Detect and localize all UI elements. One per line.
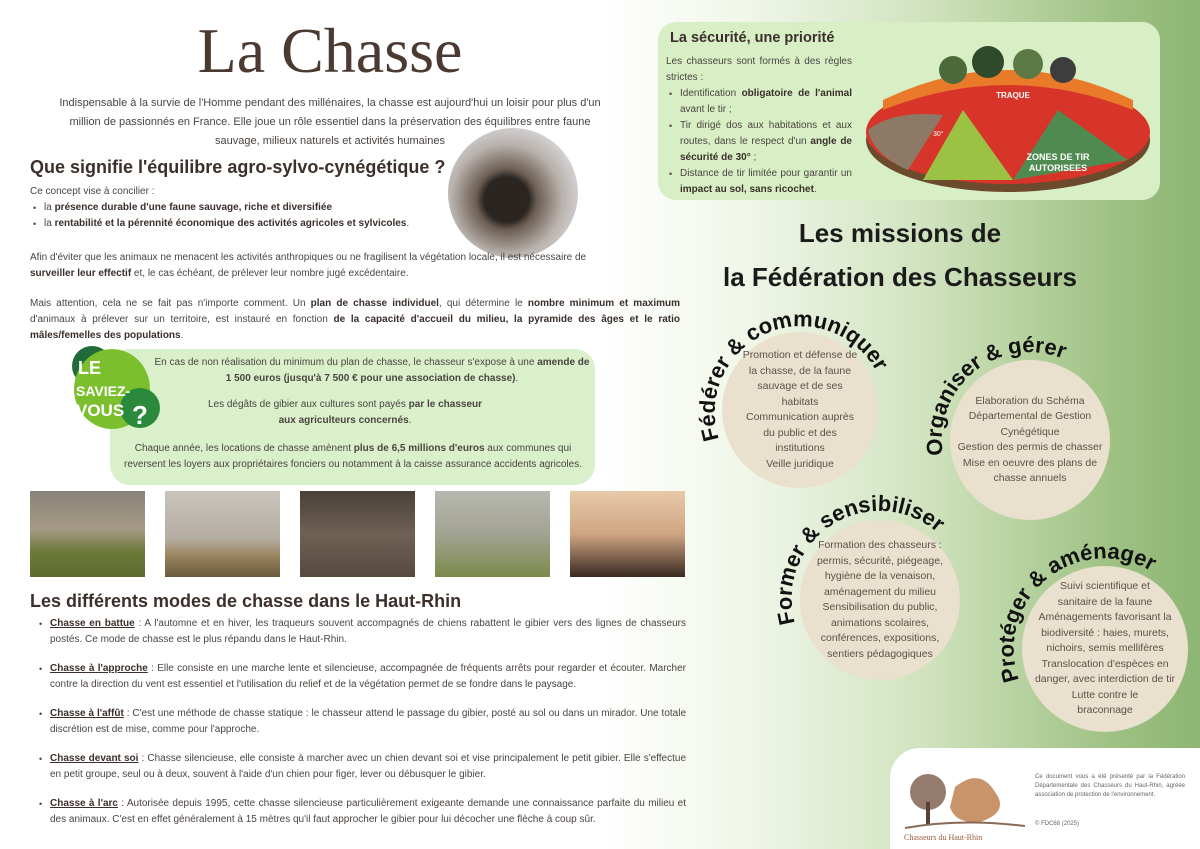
text-segment: Tir dirigé dos aux habitations et aux routes, dans le respect d'un (680, 120, 852, 147)
mission-line: hygiène de la venaison, (824, 570, 936, 582)
text-segment: . (813, 184, 817, 195)
fdc68-logo (900, 762, 1030, 844)
mission-label-federer: Fédérer & communiquer (694, 306, 894, 444)
mode-description: : A l'automne et en hiver, les traqueurs souvent accompagnés de chiens rabattent le gibier vers des lignes de chasseurs postés. Ce mode de chasse est le plus répandu dans le Haut-Rhin. (50, 618, 686, 645)
missions-title-line-1: Les missions de (798, 218, 1002, 248)
text-segment: avant le tir ; (680, 104, 732, 115)
mission-line: Aménagements favorisant la (1038, 611, 1172, 624)
text-segment: aux communes qui reversent les loyers aux propriétaires fonciers ou notamment à la caisse assurance accidents agricoles. (124, 443, 582, 470)
text-segment: la (44, 202, 55, 213)
securite-heading: La sécurité, une priorité (670, 30, 835, 46)
text-segment: la (44, 218, 55, 229)
text-segment: Distance de tir limitée pour garantir un (680, 168, 852, 179)
text-segment: présence durable d'une faune sauvage, riche et diversifiée (54, 202, 333, 213)
text-segment: . (408, 415, 412, 426)
page-title: La Chasse (197, 15, 463, 86)
mission-line: biodiversité : haies, murets, (1041, 626, 1169, 639)
mission-line: conférences, expositions, (820, 632, 940, 644)
mission-line: habitats (781, 395, 819, 408)
svg-text:AUTORISEES: AUTORISEES (1028, 163, 1088, 173)
footer-note: Ce document vous a été présenté par la Fédération Départementale des Chasseurs du Haut-Rhin, agréée association de protection de l'environnement. (1035, 774, 1185, 798)
mode-description: : Chasse silencieuse, elle consiste à marcher avec un chien devant soi et vise principalement le petit gibier. Elle s'effectue en petit groupe, seul ou à deux, souvent à l'aide d'un chien pour figer, lever ou débusquer le gibier. (50, 753, 687, 780)
text-segment: plan de chasse individuel (310, 298, 439, 309)
mode-name: Chasse à l'arc (50, 798, 118, 809)
text-segment: . (180, 330, 184, 341)
equilibre-lead: Ce concept vise à concilier : (30, 186, 155, 197)
mission-line: aménagement du milieu (823, 585, 937, 598)
mode-name: Chasse en battue (50, 618, 135, 629)
mission-line: Sensibilisation du public, (822, 601, 938, 613)
text-segment: amende de 1 500 euros (jusqu'à 7 500 € pour une association de chasse) (225, 357, 590, 384)
svg-text:LE: LE (78, 358, 102, 378)
mission-label-organiser: Organiser & gérer (921, 332, 1070, 457)
text-segment: Mais attention, cela ne se fait pas n'importe comment. Un (30, 298, 311, 309)
mission-line: Translocation d'espèces en (1041, 657, 1169, 670)
mission-line: braconnage (1077, 704, 1133, 717)
text-segment: En cas de non réalisation du minimum du plan de chasse, le chasseur s'expose à une (154, 357, 538, 368)
text-segment: Afin d'éviter que les animaux ne menacent les activités anthropiques ou ne fragilisent la végétation locale, il est nécessaire de (30, 252, 587, 263)
text-segment: Chaque année, les locations de chasse amènent (134, 443, 354, 454)
mission-line: sauvage et de ses (757, 380, 843, 392)
svg-text:Chasseurs du Haut-Rhin: Chasseurs du Haut-Rhin (904, 833, 983, 842)
mission-line: du public et des (763, 426, 837, 439)
text-segment: plus de 6,5 millions d'euros (353, 443, 485, 454)
mission-line: institutions (775, 442, 825, 454)
mission-label-proteger: Protéger & aménager (993, 538, 1161, 686)
mission-line: Cynégétique (1000, 425, 1060, 438)
equilibre-heading: Que signifie l'équilibre agro-sylvo-cynégétique ? (30, 157, 446, 177)
missions-title-line-2: la Fédération des Chasseurs (722, 262, 1078, 292)
mission-line: Départemental de Gestion (968, 410, 1092, 422)
securite-lead: Les chasseurs sont formés à des règles strictes : (666, 56, 852, 83)
text-segment: angle de sécurité de 30° (680, 136, 852, 163)
svg-text:30°: 30° (933, 131, 944, 138)
mission-line: Veille juridique (766, 457, 834, 470)
mission-line: permis, sécurité, piégeage, (816, 554, 944, 567)
mission-line: Gestion des permis de chasser (957, 441, 1103, 453)
mode-name: Chasse devant soi (50, 753, 139, 764)
mission-line: sanitaire de la faune (1057, 595, 1153, 608)
mode-name: Chasse à l'affût (50, 708, 124, 719)
text-segment: nombre minimum et maximum (527, 298, 680, 309)
mission-line: chasse annuels (993, 472, 1067, 484)
footer-copyright: © FDC68 (2025) (1035, 821, 1080, 827)
text-segment: de la capacité d'accueil du milieu, la pyramide des âges et le ratio mâles/femelles des populations (30, 314, 680, 341)
mission-line: danger, avec interdiction de tir (1034, 673, 1176, 686)
mission-line: Lutte contre le (1071, 688, 1139, 701)
mode-description: : Elle consiste en une marche lente et silencieuse, accompagnée de fréquents arrêts pour regarder et écouter. Marcher contre la direction du vent est essentiel et l'utilisation du relief et de la végétation permet de se fondre dans le paysage. (50, 663, 686, 690)
mission-line: Formation des chasseurs : (818, 539, 942, 551)
text-segment: rentabilité et la pérennité économique des activités agricoles et sylvicoles (54, 218, 407, 229)
mode-description: : Autorisée depuis 1995, cette chasse silencieuse particulièrement exigeante demande une connaissance parfaite du milieu et des animaux. C'est en effet généralement à 15 mètres qu'il faut approcher le gibier pour lui décocher une flèche à coup sûr. (50, 798, 686, 825)
text-segment: obligatoire de l'animal (741, 88, 852, 99)
text-segment: Les dégâts de gibier aux cultures sont payés (207, 399, 409, 410)
svg-text:ZONES DE TIR: ZONES DE TIR (1026, 152, 1090, 162)
svg-text:?: ? (132, 400, 148, 430)
intro-text: Indispensable à la survie de l'Homme pendant des millénaires, la chasse est aujourd'hui un loisir pour plus d'un million de passionnés en France. Elle joue un rôle essentiel dans la préservation des équilibres entre faune sauvage, milieux naturels et activités humaines (59, 97, 601, 147)
svg-text:SAVIEZ-: SAVIEZ- (76, 383, 131, 399)
mission-line: Elaboration du Schéma (975, 394, 1085, 407)
text-segment: par le chasseur aux agriculteurs concernés (278, 399, 483, 426)
text-segment: surveiller leur effectif (30, 268, 132, 279)
mission-line: Suivi scientifique et (1060, 580, 1150, 593)
svg-text:VOUS: VOUS (76, 401, 125, 420)
mission-line: sentiers pédagogiques (827, 647, 933, 660)
mission-line: animations scolaires, (830, 616, 930, 629)
mission-line: nichoirs, semis mellifères (1046, 642, 1164, 655)
text-segment: ; (750, 152, 757, 163)
text-segment: , qui détermine le (438, 298, 528, 309)
text-segment: et, le cas échéant, de prélever leur nombre jugé excédentaire. (131, 268, 409, 279)
mission-line: Promotion et défense de (742, 349, 858, 361)
modes-heading: Les différents modes de chasse dans le Haut-Rhin (30, 591, 462, 611)
text-segment: impact au sol, sans ricochet (680, 184, 814, 195)
mission-line: Mise en oeuvre des plans de (962, 456, 1098, 469)
mission-label-former: Former & sensibiliser (771, 490, 950, 628)
text-segment: . (515, 373, 519, 384)
mission-line: la chasse, de la faune (748, 364, 852, 377)
mode-name: Chasse à l'approche (50, 663, 148, 674)
text-segment: Identification (680, 88, 742, 99)
mission-line: Communication auprès (746, 411, 854, 423)
text-segment: . (406, 218, 410, 229)
svg-text:TRAQUE: TRAQUE (996, 91, 1030, 100)
text-segment: d'animaux à prélever sur un territoire, est instauré en fonction (30, 314, 334, 325)
mode-description: : C'est une méthode de chasse statique : le chasseur attend le passage du gibier, posté au sol ou dans un mirador. Une totale discrétion est de mise, comme pour l'approche. (50, 708, 687, 735)
